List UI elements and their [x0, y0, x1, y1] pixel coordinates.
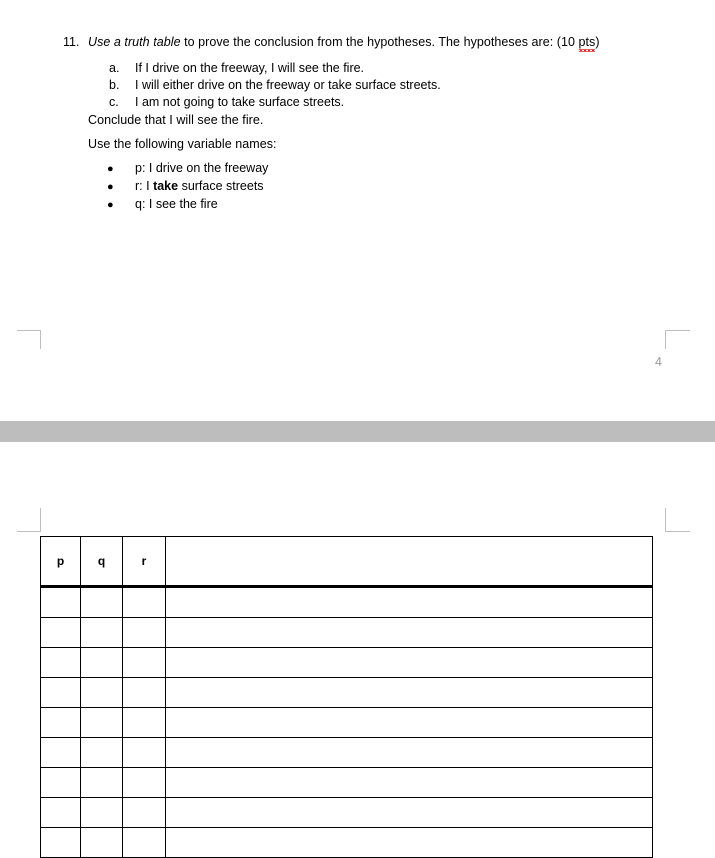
table-row [41, 828, 653, 858]
document-page-upper [0, 0, 715, 421]
table-cell[interactable] [81, 648, 123, 678]
table-cell[interactable] [41, 768, 81, 798]
question-stem-close: ) [595, 35, 600, 49]
table-row [41, 768, 653, 798]
table-row [41, 738, 653, 768]
table-cell[interactable] [41, 587, 81, 618]
table-header-cell-work [166, 537, 653, 587]
table-body [41, 587, 653, 858]
table-cell[interactable] [123, 587, 166, 618]
table-cell[interactable] [41, 708, 81, 738]
table-cell[interactable] [41, 648, 81, 678]
table-cell[interactable] [81, 738, 123, 768]
variable-label-emphasis: take [153, 179, 179, 193]
hypothesis-marker: a. [109, 61, 120, 75]
table-cell[interactable] [166, 708, 653, 738]
table-row [41, 708, 653, 738]
hypothesis-text: If I drive on the freeway, I will see the fire. [135, 61, 365, 75]
question-stem [88, 34, 600, 50]
table-cell[interactable] [166, 678, 653, 708]
table-header-row [41, 537, 653, 587]
conclusion-line: Conclude that I will see the fire. [88, 113, 264, 127]
table-row [41, 618, 653, 648]
variable-label-suffix: surface streets [178, 179, 264, 193]
hypothesis-item [109, 77, 441, 93]
crop-mark-top-left-horizontal [17, 531, 41, 532]
table-cell[interactable] [81, 708, 123, 738]
variable-label: p: I drive on the freeway [135, 161, 269, 175]
crop-mark-top-left-vertical [40, 508, 41, 532]
hypothesis-item [109, 60, 364, 76]
table-cell[interactable] [41, 798, 81, 828]
table-cell[interactable] [166, 648, 653, 678]
table-cell[interactable] [123, 798, 166, 828]
crop-mark-top-right-horizontal [665, 531, 690, 532]
table-cell[interactable] [166, 618, 653, 648]
page-number: 4 [655, 355, 662, 369]
crop-mark-bottom-left-vertical [40, 330, 41, 349]
table-cell[interactable] [81, 678, 123, 708]
truth-table[interactable] [40, 536, 653, 858]
hypothesis-text: I am not going to take surface streets. [135, 95, 345, 109]
table-cell[interactable] [41, 738, 81, 768]
table-row [41, 648, 653, 678]
hypothesis-text: I will either drive on the freeway or take surface streets. [135, 78, 441, 92]
crop-mark-bottom-left-horizontal [17, 330, 41, 331]
hypothesis-item [109, 94, 344, 110]
table-cell[interactable] [123, 618, 166, 648]
hypothesis-marker: b. [109, 78, 120, 92]
variable-list-item [107, 196, 218, 213]
table-cell[interactable] [123, 708, 166, 738]
question-stem-text: to prove the conclusion from the hypotheses. The hypotheses are: (10 [180, 35, 579, 49]
variable-label: q: I see the fire [135, 197, 218, 211]
variable-names-intro: Use the following variable names: [88, 137, 277, 151]
table-row [41, 678, 653, 708]
table-cell[interactable] [81, 798, 123, 828]
bullet-icon: ● [107, 199, 114, 211]
variable-list-item [107, 160, 268, 177]
table-cell[interactable] [123, 768, 166, 798]
table-cell[interactable] [41, 678, 81, 708]
table-cell[interactable] [166, 828, 653, 858]
table-cell[interactable] [81, 618, 123, 648]
table-cell[interactable] [81, 768, 123, 798]
table-cell[interactable] [41, 618, 81, 648]
bullet-icon: ● [107, 181, 114, 193]
table-cell[interactable] [166, 768, 653, 798]
table-cell[interactable] [81, 828, 123, 858]
document-page-lower [0, 442, 715, 799]
spellcheck-misspelled-word: pts [578, 35, 596, 49]
table-cell[interactable] [166, 798, 653, 828]
question-number: 11. [63, 35, 80, 49]
table-cell[interactable] [123, 648, 166, 678]
table-header-cell-p: p [41, 537, 81, 587]
bullet-icon: ● [107, 163, 114, 175]
crop-mark-bottom-right-vertical [665, 330, 666, 349]
table-row [41, 798, 653, 828]
crop-mark-top-right-vertical [665, 508, 666, 532]
table-cell[interactable] [123, 678, 166, 708]
table-header-cell-q: q [81, 537, 123, 587]
table-cell[interactable] [123, 738, 166, 768]
page-separator-band [0, 421, 715, 442]
variable-list-item [107, 178, 264, 195]
table-cell[interactable] [166, 587, 653, 618]
table-cell[interactable] [123, 828, 166, 858]
table-row [41, 587, 653, 618]
crop-mark-bottom-right-horizontal [665, 330, 690, 331]
table-cell[interactable] [166, 738, 653, 768]
hypothesis-marker: c. [109, 95, 119, 109]
table-header-cell-r: r [123, 537, 166, 587]
question-stem-italic: Use a truth table [88, 35, 181, 49]
table-cell[interactable] [81, 587, 123, 618]
variable-label: r: I [135, 179, 154, 193]
table-cell[interactable] [41, 828, 81, 858]
